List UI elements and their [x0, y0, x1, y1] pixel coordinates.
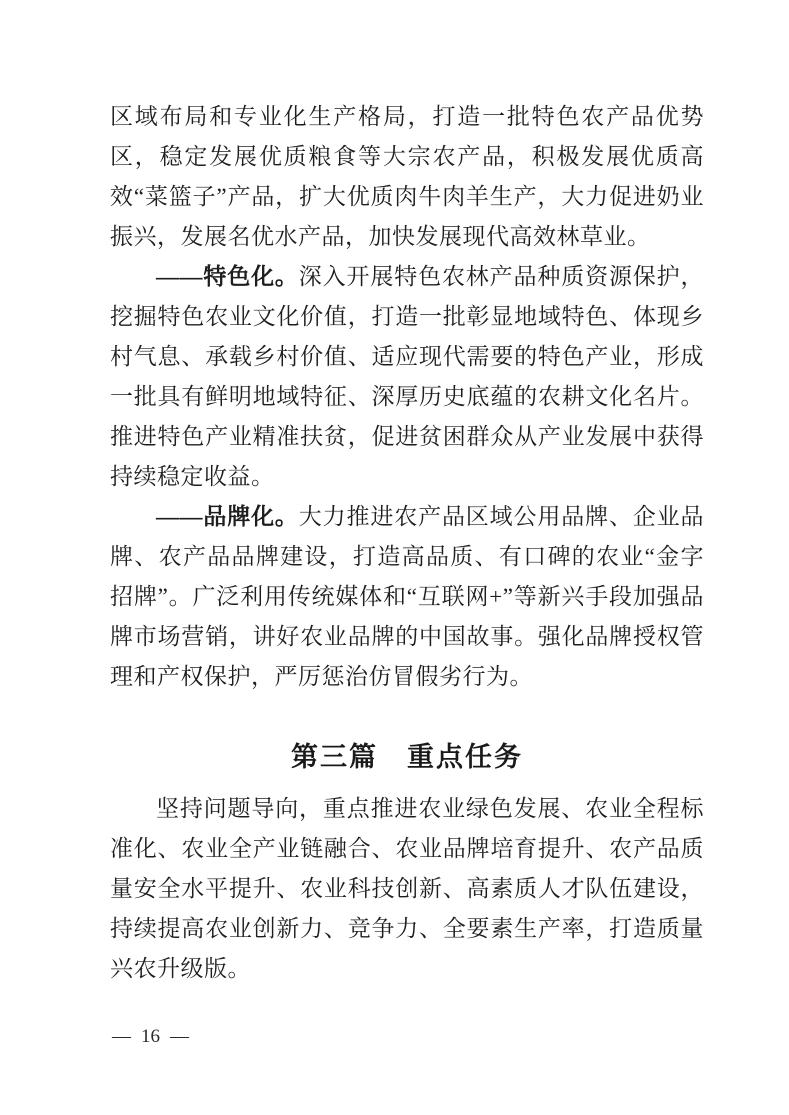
document-content	[110, 97, 704, 989]
footer-dash-left: —	[112, 1026, 131, 1047]
paragraph	[110, 497, 704, 697]
paragraph-text: 坚持问题导向，重点推进农业绿色发展、农业全程标准化、农业全产业链融合、农业品牌培育提升、农产品质量安全水平提升、农业科技创新、高素质人才队伍建设，持续提高农业创新力、竞争力、全要素生产率，打造质量兴农升级版。	[110, 796, 704, 981]
paragraph-text: 区域布局和专业化生产格局，打造一批特色农产品优势区，稳定发展优质粮食等大宗农产品，积极发展优质高效“菜篮子”产品，扩大优质肉牛肉羊生产，大力促进奶业振兴，发展名优水产品，加快发展现代高效林草业。	[110, 104, 704, 249]
paragraph	[110, 97, 704, 257]
paragraph-lead: ——特色化。	[156, 264, 299, 289]
paragraph-text: 深入开展特色农林产品种质资源保护，挖掘特色农业文化价值，打造一批彰显地域特色、体现乡村气息、承载乡村价值、适应现代需要的特色产业，形成一批具有鲜明地域特征、深厚历史底蕴的农耕文化名片。推进特色产业精准扶贫，促进贫困群众从产业发展中获得持续稳定收益。	[110, 264, 705, 489]
section-heading: 第三篇 重点任务	[291, 742, 523, 772]
page-number: 16	[141, 1026, 160, 1047]
paragraph	[110, 789, 704, 989]
paragraph-lead: ——品牌化。	[156, 504, 299, 529]
paragraph-text: 大力推进农产品区域公用品牌、企业品牌、农产品品牌建设，打造高品质、有口碑的农业“金字招牌”。广泛利用传统媒体和“互联网+”等新兴手段加强品牌市场营销，讲好农业品牌的中国故事。强化品牌授权管理和产权保护，严厉惩治仿冒假劣行为。	[110, 504, 705, 689]
footer-dash-right: —	[170, 1026, 189, 1047]
paragraph	[110, 257, 704, 497]
page-footer	[112, 1024, 189, 1050]
